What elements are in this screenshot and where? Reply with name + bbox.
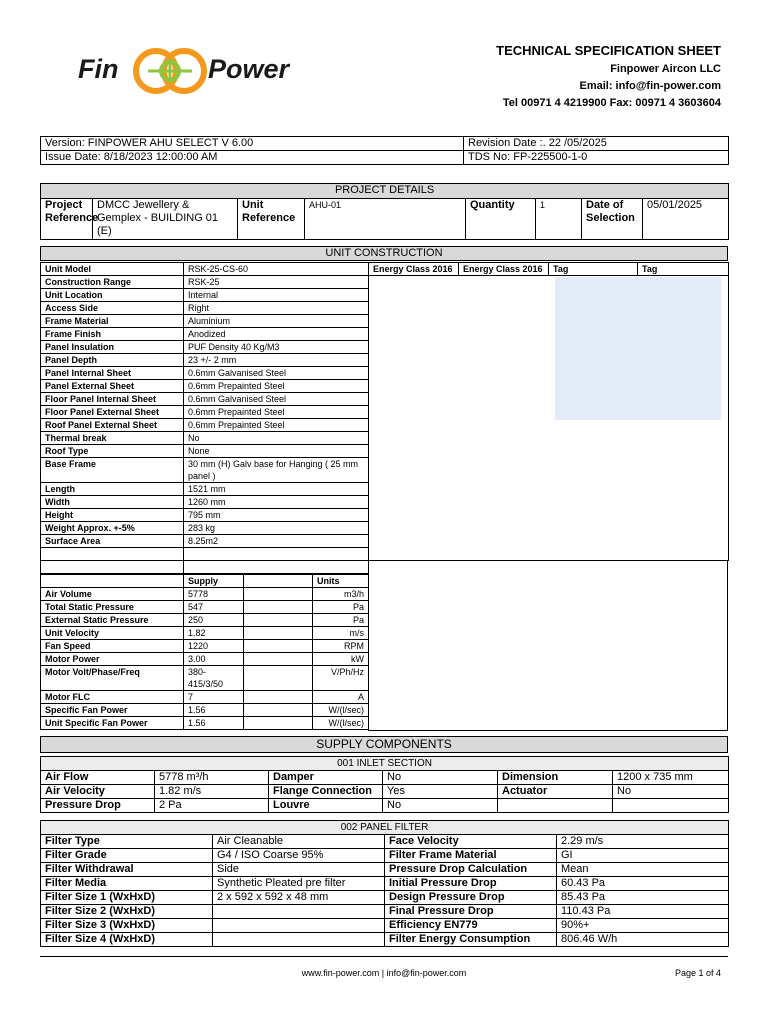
table-row <box>41 640 369 653</box>
inlet-label: Air Velocity <box>41 785 155 799</box>
performance-units: kW <box>313 653 369 666</box>
table-row <box>41 535 369 548</box>
spec-label: Base Frame <box>41 458 184 483</box>
performance-supply-value: 547 <box>184 601 244 614</box>
table-row <box>41 263 369 276</box>
project-reference-label: Project Reference <box>41 199 93 240</box>
spec-value: 795 mm <box>184 509 369 522</box>
inlet-label: Air Flow <box>41 771 155 785</box>
spec-value: No <box>184 432 369 445</box>
inlet-value: No <box>383 771 498 785</box>
inlet-label: Louvre <box>269 799 383 813</box>
table-row <box>41 432 369 445</box>
performance-supply-value: 250 <box>184 614 244 627</box>
filter-label: Filter Withdrawal <box>41 863 213 877</box>
table-row <box>41 483 369 496</box>
performance-units: m/s <box>313 627 369 640</box>
quantity-label: Quantity <box>466 199 536 240</box>
inlet-value <box>613 799 729 813</box>
performance-label: Unit Velocity <box>41 627 184 640</box>
spec-label: Width <box>41 496 184 509</box>
spec-label: Surface Area <box>41 535 184 548</box>
performance-label: External Static Pressure <box>41 614 184 627</box>
table-row <box>41 341 369 354</box>
spec-label: Frame Finish <box>41 328 184 341</box>
filter-label: Efficiency EN779 <box>385 919 557 933</box>
unit-construction-table <box>40 262 369 574</box>
table-row <box>41 601 369 614</box>
spec-value: Right <box>184 302 369 315</box>
table-row <box>41 302 369 315</box>
performance-units: W/(l/sec) <box>313 704 369 717</box>
filter-label: Filter Media <box>41 877 213 891</box>
table-row <box>41 276 369 289</box>
logo-text-right: Power <box>208 54 290 84</box>
table-row <box>41 627 369 640</box>
table-row <box>41 771 729 785</box>
performance-label: Fan Speed <box>41 640 184 653</box>
filter-value: G4 / ISO Coarse 95% <box>213 849 385 863</box>
table-row <box>41 653 369 666</box>
inlet-value: No <box>613 785 729 799</box>
spec-label: Unit Location <box>41 289 184 302</box>
table-row <box>41 588 369 601</box>
filter-value <box>213 905 385 919</box>
performance-label: Unit Specific Fan Power <box>41 717 184 730</box>
logo-rings-icon <box>128 46 212 96</box>
spec-value: 1260 mm <box>184 496 369 509</box>
table-row <box>41 509 369 522</box>
filter-value: 90%+ <box>557 919 729 933</box>
table-row <box>41 419 369 432</box>
spec-label: Roof Type <box>41 445 184 458</box>
filter-value: 2 x 592 x 592 x 48 mm <box>213 891 385 905</box>
spec-label: Floor Panel Internal Sheet <box>41 393 184 406</box>
spec-label: Length <box>41 483 184 496</box>
filter-value: 60.43 Pa <box>557 877 729 891</box>
revision-date: Revision Date :. 22 /05/2025 <box>464 137 729 151</box>
spec-label: Floor Panel External Sheet <box>41 406 184 419</box>
footer-divider <box>40 956 728 957</box>
version-table <box>40 136 729 165</box>
units-header: Units <box>313 575 369 588</box>
inlet-label: Actuator <box>498 785 613 799</box>
filter-label: Face Velocity <box>385 835 557 849</box>
filter-value <box>213 919 385 933</box>
table-row <box>41 289 369 302</box>
filter-label: Filter Frame Material <box>385 849 557 863</box>
performance-label: Specific Fan Power <box>41 704 184 717</box>
performance-units: W/(l/sec) <box>313 717 369 730</box>
performance-supply-value: 1.56 <box>184 704 244 717</box>
spec-label: Unit Model <box>41 263 184 276</box>
spec-value: 8.25m2 <box>184 535 369 548</box>
header-info <box>496 42 721 112</box>
performance-right-panel <box>368 561 728 731</box>
company-phone: Tel 00971 4 4219900 Fax: 00971 4 3603604 <box>502 97 721 109</box>
table-row <box>41 933 729 947</box>
performance-label: Motor FLC <box>41 691 184 704</box>
table-row <box>41 354 369 367</box>
performance-units: Pa <box>313 601 369 614</box>
supply-header: Supply <box>184 575 244 588</box>
table-row <box>41 666 369 691</box>
performance-label: Total Static Pressure <box>41 601 184 614</box>
spec-label: Panel Insulation <box>41 341 184 354</box>
tag-header-2: Tag <box>638 263 729 276</box>
filter-value: Side <box>213 863 385 877</box>
filter-value: Air Cleanable <box>213 835 385 849</box>
filter-value <box>213 933 385 947</box>
page-number: Page 1 of 4 <box>674 968 721 978</box>
spec-value: 1521 mm <box>184 483 369 496</box>
tds-number: TDS No: FP-225500-1-0 <box>464 151 729 165</box>
company-logo <box>78 46 298 96</box>
filter-value: 85.43 Pa <box>557 891 729 905</box>
inlet-section-table <box>40 756 729 813</box>
tag-header-1: Tag <box>549 263 638 276</box>
spec-value: 0.6mm Galvanised Steel <box>184 393 369 406</box>
date-of-selection-label: Date of Selection <box>582 199 643 240</box>
project-reference-value: DMCC Jewellery & Gemplex - BUILDING 01 (E) <box>93 199 238 240</box>
inlet-label: Flange Connection <box>269 785 383 799</box>
unit-construction-heading-table <box>40 246 728 261</box>
filter-label: Filter Energy Consumption <box>385 933 557 947</box>
inlet-section-heading: 001 INLET SECTION <box>41 757 729 771</box>
table-row <box>41 614 369 627</box>
performance-supply-value: 5778 <box>184 588 244 601</box>
spec-value: Internal <box>184 289 369 302</box>
table-row <box>41 704 369 717</box>
quantity-value: 1 <box>536 199 582 240</box>
inlet-label: Dimension <box>498 771 613 785</box>
project-details-heading: PROJECT DETAILS <box>41 184 729 199</box>
energy-class-header-1: Energy Class 2016 <box>369 263 459 276</box>
inlet-value: 1.82 m/s <box>155 785 269 799</box>
spec-value: 0.6mm Prepainted Steel <box>184 419 369 432</box>
table-row <box>41 522 369 535</box>
spec-value: 0.6mm Prepainted Steel <box>184 406 369 419</box>
company-name: Finpower Aircon LLC <box>610 63 721 75</box>
table-row <box>41 717 369 730</box>
unit-construction-heading: UNIT CONSTRUCTION <box>41 247 728 261</box>
inlet-value: 2 Pa <box>155 799 269 813</box>
filter-value: 2.29 m/s <box>557 835 729 849</box>
empty-row <box>41 561 369 574</box>
filter-label: Filter Size 4 (WxHxD) <box>41 933 213 947</box>
filter-label: Design Pressure Drop <box>385 891 557 905</box>
filter-value: Synthetic Pleated pre filter <box>213 877 385 891</box>
inlet-value: 5778 m³/h <box>155 771 269 785</box>
table-row <box>41 785 729 799</box>
table-row <box>41 905 729 919</box>
supply-components-heading-table <box>40 736 728 753</box>
table-row <box>41 406 369 419</box>
table-row <box>41 849 729 863</box>
table-row <box>41 835 729 849</box>
spec-label: Weight Approx. +-5% <box>41 522 184 535</box>
performance-supply-value: 3.00 <box>184 653 244 666</box>
spec-value: PUF Density 40 Kg/M3 <box>184 341 369 354</box>
inlet-label: Damper <box>269 771 383 785</box>
filter-label: Initial Pressure Drop <box>385 877 557 891</box>
performance-units: Pa <box>313 614 369 627</box>
table-row <box>41 496 369 509</box>
table-row <box>41 458 369 483</box>
table-row <box>41 380 369 393</box>
filter-label: Pressure Drop Calculation <box>385 863 557 877</box>
panel-filter-table <box>40 820 729 947</box>
spec-value: RSK-25-CS-60 <box>184 263 369 276</box>
date-of-selection-value: 05/01/2025 <box>643 199 729 240</box>
logo-text-left: Fin <box>78 54 119 84</box>
performance-supply-value: 7 <box>184 691 244 704</box>
spec-value: 283 kg <box>184 522 369 535</box>
performance-units: V/Ph/Hz <box>313 666 369 691</box>
inlet-label <box>498 799 613 813</box>
performance-label: Motor Volt/Phase/Freq <box>41 666 184 691</box>
spec-label: Frame Material <box>41 315 184 328</box>
table-row <box>41 863 729 877</box>
filter-label: Filter Size 1 (WxHxD) <box>41 891 213 905</box>
issue-date: Issue Date: 8/18/2023 12:00:00 AM <box>41 151 464 165</box>
filter-label: Final Pressure Drop <box>385 905 557 919</box>
performance-label: Motor Power <box>41 653 184 666</box>
performance-units: A <box>313 691 369 704</box>
spec-label: Panel External Sheet <box>41 380 184 393</box>
inlet-label: Pressure Drop <box>41 799 155 813</box>
performance-table <box>40 574 369 730</box>
unit-reference-label: Unit Reference <box>238 199 305 240</box>
spec-value: 30 mm (H) Galv base for Hanging ( 25 mm panel ) <box>184 458 369 483</box>
performance-supply-value: 1.56 <box>184 717 244 730</box>
filter-value: 110.43 Pa <box>557 905 729 919</box>
filter-value: 806.46 W/h <box>557 933 729 947</box>
spec-label: Roof Panel External Sheet <box>41 419 184 432</box>
table-row <box>41 877 729 891</box>
filter-value: Mean <box>557 863 729 877</box>
performance-supply-value: 1.82 <box>184 627 244 640</box>
spec-value: 0.6mm Galvanised Steel <box>184 367 369 380</box>
project-details-table <box>40 183 729 240</box>
inlet-value: 1200 x 735 mm <box>613 771 729 785</box>
table-row <box>41 315 369 328</box>
performance-units: m3/h <box>313 588 369 601</box>
inlet-value: Yes <box>383 785 498 799</box>
spec-value: 23 +/- 2 mm <box>184 354 369 367</box>
performance-supply-value: 380-415/3/50 <box>184 666 244 691</box>
spec-label: Access Side <box>41 302 184 315</box>
empty-row <box>41 548 369 561</box>
spec-value: RSK-25 <box>184 276 369 289</box>
table-row <box>41 367 369 380</box>
filter-label: Filter Grade <box>41 849 213 863</box>
spec-value: None <box>184 445 369 458</box>
performance-supply-value: 1220 <box>184 640 244 653</box>
table-row <box>41 891 729 905</box>
table-row <box>41 919 729 933</box>
performance-units: RPM <box>313 640 369 653</box>
footer-links: www.fin-power.com | info@fin-power.com <box>301 968 467 978</box>
table-row <box>41 393 369 406</box>
inlet-value: No <box>383 799 498 813</box>
spec-label: Height <box>41 509 184 522</box>
supply-components-heading: SUPPLY COMPONENTS <box>41 737 728 753</box>
filter-value: GI <box>557 849 729 863</box>
performance-label: Air Volume <box>41 588 184 601</box>
spec-label: Thermal break <box>41 432 184 445</box>
spec-value: Anodized <box>184 328 369 341</box>
table-row <box>41 328 369 341</box>
table-row <box>41 445 369 458</box>
energy-class-header-2: Energy Class 2016 <box>459 263 549 276</box>
spec-value: 0.6mm Prepainted Steel <box>184 380 369 393</box>
panel-filter-heading: 002 PANEL FILTER <box>41 821 729 835</box>
spec-value: Aluminium <box>184 315 369 328</box>
version-text: Version: FINPOWER AHU SELECT V 6.00 <box>41 137 464 151</box>
unit-reference-value: AHU-01 <box>305 199 466 240</box>
spec-label: Panel Internal Sheet <box>41 367 184 380</box>
company-email: Email: info@fin-power.com <box>579 80 721 92</box>
spec-label: Panel Depth <box>41 354 184 367</box>
spec-label: Construction Range <box>41 276 184 289</box>
document-title: TECHNICAL SPECIFICATION SHEET <box>496 43 721 58</box>
filter-label: Filter Size 2 (WxHxD) <box>41 905 213 919</box>
filter-label: Filter Size 3 (WxHxD) <box>41 919 213 933</box>
filter-label: Filter Type <box>41 835 213 849</box>
unit-image-placeholder <box>555 277 721 420</box>
table-row <box>41 691 369 704</box>
table-row <box>41 799 729 813</box>
